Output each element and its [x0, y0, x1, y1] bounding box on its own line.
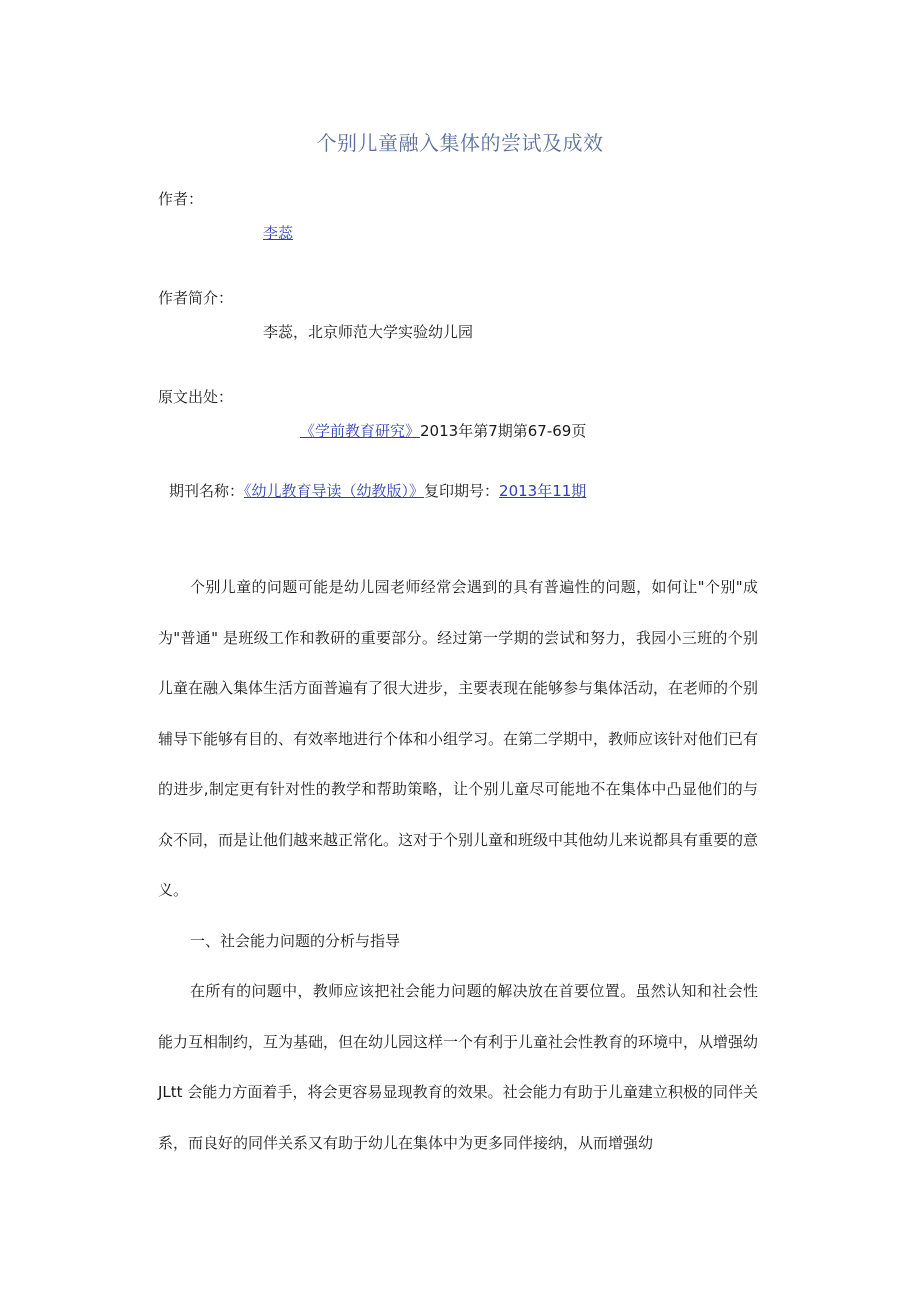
- author-link[interactable]: 李蕊: [263, 224, 294, 242]
- paragraph-1: 个别儿童的问题可能是幼儿园老师经常会遇到的具有普遍性的问题，如何让"个别"成为"普通" 是班级工作和教研的重要部分。经过第一学期的尝试和努力，我园小三班的个别儿童在融入集体生活方面普遍有了很大进步，主要表现在能够参与集体活动，在老师的个别辅导下能够有目的、有效率地进行个体和小组学习。在第二学期中，教师应该针对他们已有的进步,制定更有针对性的教学和帮助策略，让个别儿童尽可能地不在集体中凸显他们的与众不同，而是让他们越来越正常化。这对于个别儿童和班级中其他幼儿来说都具有重要的意义。: [158, 578, 759, 899]
- article-body: [158, 562, 758, 1168]
- journal-line: [169, 480, 586, 501]
- author-bio-label: 作者简介：: [158, 289, 234, 307]
- author-label: 作者：: [158, 190, 204, 208]
- reprint-issue-link[interactable]: 2013年11期: [499, 482, 587, 500]
- source-line: [300, 420, 586, 441]
- journal-label: 期刊名称：: [169, 482, 245, 500]
- reprint-label: 复印期号：: [424, 482, 500, 500]
- section-heading-1: 一、社会能力问题的分析与指导: [190, 931, 401, 950]
- paragraph-2: 在所有的问题中，教师应该把社会能力问题的解决放在首要位置。虽然认知和社会性能力互相制约，互为基础，但在幼儿园这样一个有利于儿童社会性教育的环境中，从增强幼 JLtt 会能力方面着手，将会更容易显现教育的效果。社会能力有助于儿童建立积极的同伴关系，而良好的同伴关系又有助于幼儿在集体中为更多同伴接纳，从而增强幼: [158, 982, 759, 1152]
- journal-name-link[interactable]: 《幼儿教育导读（幼教版）》: [244, 482, 425, 500]
- author-bio: 李蕊，北京师范大学实验幼儿园: [263, 323, 474, 341]
- document-title: 个别儿童融入集体的尝试及成效: [316, 131, 604, 155]
- source-detail: 2013年第7期第67-69页: [420, 422, 587, 440]
- source-label: 原文出处：: [158, 388, 234, 406]
- source-journal-link[interactable]: 《学前教育研究》: [300, 422, 421, 440]
